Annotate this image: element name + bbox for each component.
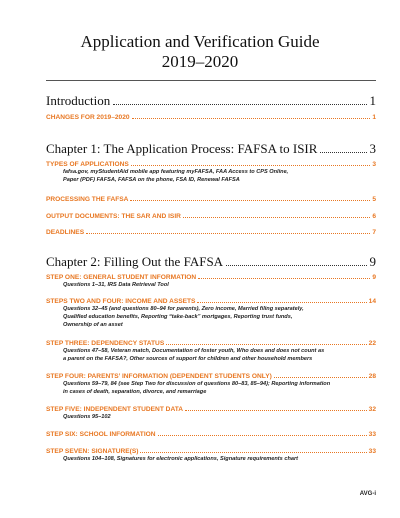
toc-entry-step-one[interactable]	[46, 271, 376, 281]
dot-leader	[166, 344, 366, 345]
dot-leader	[131, 165, 371, 166]
page-number-footer: AVG-i	[359, 491, 376, 497]
dot-leader	[320, 152, 366, 153]
toc-page-number: 33	[368, 448, 376, 455]
toc-entry-label: Chapter 2: Filling Out the FAFSA	[46, 254, 224, 269]
toc-page-number: 9	[369, 254, 376, 269]
toc-entry-description: Questions 95–102	[63, 414, 111, 420]
toc-entry-label: Introduction	[46, 93, 111, 108]
toc-entry-chapter-2[interactable]	[46, 252, 376, 270]
toc-page-number: 14	[368, 298, 376, 305]
toc-entry-output-documents[interactable]	[46, 210, 376, 220]
toc-entry-label: STEPS TWO AND FOUR: INCOME AND ASSETS	[46, 298, 196, 305]
dot-leader	[183, 217, 370, 218]
dot-leader	[197, 302, 366, 303]
toc-entry-step-five[interactable]	[46, 403, 376, 413]
toc-page-number: 1	[369, 93, 376, 108]
toc-entry-processing[interactable]	[46, 193, 376, 203]
toc-entry-introduction[interactable]	[46, 91, 376, 109]
toc-page-number: 3	[372, 161, 376, 168]
guide-title: Application and Verification Guide	[80, 32, 320, 51]
toc-page-number: 5	[372, 196, 376, 203]
toc-entry-label: STEP THREE: DEPENDENCY STATUS	[46, 340, 165, 347]
dot-leader	[158, 435, 367, 436]
toc-entry-description: Questions 32–45 (and questions 80–94 for parents), Zero income, Married filing separately, Qualified education benefits, Reporting “take-back” mortgages, Reporting trust funds, Ownership of an asset	[63, 306, 304, 328]
toc-page-number: 22	[368, 340, 376, 347]
toc-page-number: 32	[368, 406, 376, 413]
toc-entry-label: STEP SEVEN: SIGNATURE(S)	[46, 448, 139, 455]
dot-leader	[86, 233, 370, 234]
toc-entry-label: OUTPUT DOCUMENTS: THE SAR AND ISIR	[46, 213, 181, 220]
toc-entry-chapter-1[interactable]	[46, 139, 376, 157]
dot-leader	[226, 265, 366, 266]
toc-entry-description: Questions 59–79, 84 (see Step Two for discussion of questions 80–83, 85–94); Reporting information in cases of death, separation, divorce, and remarriage	[63, 381, 331, 395]
toc-entry-step-four[interactable]	[46, 370, 376, 380]
toc-entry-step-six[interactable]	[46, 428, 376, 438]
toc-entry-label: STEP FOUR: PARENTS’ INFORMATION (DEPENDENT STUDENTS ONLY)	[46, 373, 272, 380]
toc-entry-step-seven[interactable]	[46, 445, 376, 455]
toc-entry-label: STEP FIVE: INDEPENDENT STUDENT DATA	[46, 406, 184, 413]
toc-page-number: 1	[372, 114, 376, 121]
dot-leader	[130, 200, 370, 201]
dot-leader	[140, 452, 366, 453]
toc-entry-description: Questions 104–108, Signatures for electronic applications, Signature requirements chart	[63, 456, 299, 462]
dot-leader	[274, 377, 367, 378]
toc-entry-label: PROCESSING THE FAFSA	[46, 196, 129, 203]
toc-entry-description: Questions 1–31, IRS Data Retrieval Tool	[63, 282, 169, 288]
dot-leader	[198, 278, 370, 279]
guide-year: 2019–2020	[161, 52, 239, 71]
toc-entry-description: Questions 47–58, Veteran match, Documentation of foster youth, Who does and does not count as a parent on the FAFSA?, Other sources of support for children and other household members	[63, 348, 325, 362]
toc-entry-label: STEP ONE: GENERAL STUDENT INFORMATION	[46, 274, 197, 281]
title-divider	[46, 80, 376, 81]
toc-entry-label: CHANGES FOR 2019–2020	[46, 114, 130, 121]
toc-entry-changes[interactable]	[46, 111, 376, 121]
toc-entry-description: fafsa.gov, myStudentAid mobile app featuring myFAFSA, FAA Access to CPS Online, Paper (PDF) FAFSA, FAFSA on the phone, FSA ID, Renewal FAFSA	[63, 169, 289, 183]
toc-entry-label: Chapter 1: The Application Process: FAFSA to ISIR	[46, 141, 318, 156]
toc-page-number: 7	[372, 229, 376, 236]
toc-page-number: 3	[369, 141, 376, 156]
dot-leader	[132, 118, 371, 119]
toc-entry-deadlines[interactable]	[46, 226, 376, 236]
toc-entry-label: DEADLINES	[46, 229, 85, 236]
dot-leader	[113, 104, 366, 105]
toc-entry-types-of-applications[interactable]	[46, 158, 376, 168]
toc-entry-label: TYPES OF APPLICATIONS	[46, 161, 129, 168]
toc-page-number: 9	[372, 274, 376, 281]
toc-entry-steps-two-four[interactable]	[46, 295, 376, 305]
toc-page-number: 33	[368, 431, 376, 438]
toc-page-number: 6	[372, 213, 376, 220]
toc-entry-step-three[interactable]	[46, 337, 376, 347]
dot-leader	[185, 410, 367, 411]
toc-page-number: 28	[368, 373, 376, 380]
toc-entry-label: STEP SIX: SCHOOL INFORMATION	[46, 431, 156, 438]
